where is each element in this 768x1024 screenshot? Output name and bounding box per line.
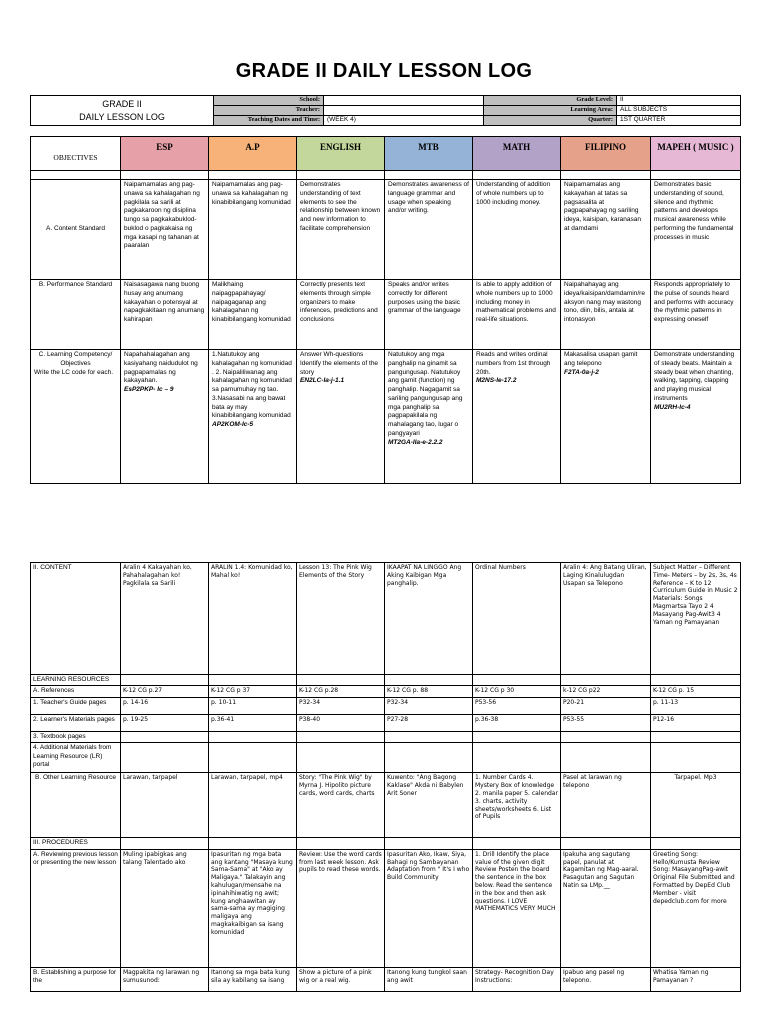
reference-cell: k-12 CG p22	[561, 686, 651, 697]
references-label: A. References	[31, 686, 121, 697]
content-table	[30, 562, 741, 992]
competency-label: C. Learning Competency/ Objectives	[38, 351, 113, 367]
performance-standard-cell: Speaks and/or writes correctly for different purposes using the basic grammar of the language	[385, 280, 473, 350]
performance-standard-cell: Naipahahayag ang ideya/kaisipan/damdamin/reaksyon nang may wastong tono, diin, bilis, antala at intonasyon	[561, 280, 651, 350]
tg-cell: P20-21	[561, 697, 651, 714]
review-cell: Ipasuritan Ako, Ikaw, Siya, Bahagi ng Sambayanan Adaptation from " It's I who Build Community	[385, 849, 473, 967]
performance-standard-cell: Is able to apply addition of whole numbers up to 1000 including money in mathematical problems and real-life situations.	[473, 280, 561, 350]
other-resource-cell: Tarpapel. Mp3	[651, 773, 741, 838]
lm-cell: p. 19-25	[121, 714, 209, 731]
grade-title-cell	[31, 96, 214, 126]
content-cell: Lesson 13: The Pink Wig Elements of the Story	[297, 563, 385, 675]
competency-code: MU2RH-Ic-4	[654, 403, 691, 411]
other-resource-cell: Larawan, tarpapel	[121, 773, 209, 838]
school-label: School:	[214, 96, 324, 106]
review-cell: 1. Drill Identify the place value of the given digit Review Posten the board the sentence in the box below. Read the sentence in the box and then ask questions. I LOVE MATHEMATICS VERY MUCH	[473, 849, 561, 967]
teacher-value	[324, 106, 484, 116]
quarter-value: 1ST QUARTER	[617, 116, 741, 126]
competency-cell	[473, 350, 561, 484]
other-resources-label: B. Other Learning Resource	[31, 773, 121, 838]
content-cell: Subject Matter – Different Time- Meters – by 2s, 3s, 4s Reference – K to 12 Curriculum Guide in Music 2 Materials: Songs Magmartsa Tayo 2 4 Masayang Pag-Awit3 4 Yaman ng Pamayanan	[651, 563, 741, 675]
other-resource-cell: Story: "The Pink Wig" by Myrna J. Hipolito picture cards, word cards, charts	[297, 773, 385, 838]
subject-math: MATH	[473, 137, 561, 171]
log-label: DAILY LESSON LOG	[79, 111, 165, 122]
content-standard-cell: Demonstrates awareness of language grammar and usage when speaking and/or writing.	[385, 180, 473, 280]
purpose-cell: Magpakita ng larawan ng sumusunod:	[121, 967, 209, 991]
purpose-cell: Whatisa Yaman ng Pamayanan ?	[651, 967, 741, 991]
review-cell: Ipakuha ang sagutang papel, panulat at Kagamitan ng Mag-aaral. Pasagutan ang Sagutan Natin sa LMp.__	[561, 849, 651, 967]
competency-cell	[561, 350, 651, 484]
grade-label: GRADE II	[102, 98, 142, 109]
tg-cell: P32-34	[297, 697, 385, 714]
school-value	[324, 96, 484, 106]
review-cell: Review: Use the word cards from last week lesson. Ask pupils to read these words.	[297, 849, 385, 967]
review-cell: Muling ipabigkas ang talang Talentado ako	[121, 849, 209, 967]
textbook-label: 3. Textbook pages	[31, 731, 121, 742]
tg-cell: p. 14-16	[121, 697, 209, 714]
subject-mapeh: MAPEH ( MUSIC )	[651, 137, 741, 171]
competency-code: EN2LC-Ia-j-1.1	[300, 377, 345, 385]
performance-standard-cell: Responds appropriately to the pulse of sounds heard and performs with accuracy the rhythmic patterns in expressing oneself	[651, 280, 741, 350]
reference-cell: K-12 CG p 30	[473, 686, 561, 697]
competency-cell	[209, 350, 297, 484]
reference-cell: K-12 CG p. 88	[385, 686, 473, 697]
competency-code: MT2GA-IIa-e-2.2.2	[388, 438, 443, 446]
learning-resources-label: LEARNING RESOURCES	[31, 675, 121, 686]
lm-cell: p.36-38	[473, 714, 561, 731]
subject-ap: A.P	[209, 137, 297, 171]
other-resource-cell: Larawan, tarpapel, mp4	[209, 773, 297, 838]
other-resource-cell: Pasel at larawan ng telepono	[561, 773, 651, 838]
reference-cell: K-12 CG p.27	[121, 686, 209, 697]
competency-label-cell	[31, 350, 121, 484]
performance-standard-cell: Correctly presents text elements through simple organizers to make inferences, predictions and conclusions	[297, 280, 385, 350]
competency-text: Napahahalagahan ang kasiyahang naidudulot ng pagpapamalas ng kakayahan.	[124, 351, 198, 385]
tg-cell: p. 10-11	[209, 697, 297, 714]
dates-label: Teaching Dates and Time:	[214, 116, 324, 126]
competency-code: M2NS-Ie-17.2	[476, 377, 517, 385]
teachers-guide-label: 1. Teacher's Guide pages	[31, 697, 121, 714]
content-standard-cell: Naipamamalas ang pag-unawa sa kahalagahan ng kinabibilangang komunidad	[209, 180, 297, 280]
content-standard-cell: Demonstrates understanding of text elements to see the relationship between known and new information to facilitate comprehension	[297, 180, 385, 280]
learners-materials-label: 2. Learner's Materials pages	[31, 714, 121, 731]
performance-standard-label: B. Performance Standard	[31, 280, 121, 350]
competency-code: F2TA-0a-j-2	[564, 368, 599, 376]
competency-text: Answer Wh-questions Identify the elements of the story	[300, 351, 379, 376]
lr-portal-label: 4. Additional Materials from Learning Resource (LR) portal	[31, 743, 121, 773]
competency-cell	[385, 350, 473, 484]
teacher-label: Teacher:	[214, 106, 324, 116]
header-table	[30, 95, 741, 126]
grade-level-label: Grade Level:	[484, 96, 617, 106]
tg-cell: P53-56	[473, 697, 561, 714]
performance-standard-cell: Malikhaing naipagpapahayag/ naipagaganap ang kahalagahan ng kinabibilangang komunidad	[209, 280, 297, 350]
learning-area-label: Learning Area:	[484, 106, 617, 116]
reference-cell: K-12 CG p. 15	[651, 686, 741, 697]
content-cell: ARALIN 1.4: Komunidad ko, Mahal ko!	[209, 563, 297, 675]
learning-area-value: ALL SUBJECTS	[617, 106, 741, 116]
purpose-label: B. Establishing a purpose for the	[31, 967, 121, 991]
competency-code: EsP2PKP- Ic – 9	[124, 386, 174, 394]
subject-filipino: FILIPINO	[561, 137, 651, 171]
competency-text: 1.Natutukoy ang kahalagahan ng komunidad . 2. Naipaliliwanag ang kahalagahan ng komunidad sa pamumuhay ng tao. 3.Nasasabi na ang bawat bata ay may kinabibilangang komunidad	[212, 351, 292, 420]
quarter-label: Quarter:	[484, 116, 617, 126]
reference-cell: K-12 CG p.28	[297, 686, 385, 697]
lm-cell: P38-40	[297, 714, 385, 731]
other-resource-cell: Kuwento: "Ang Bagong Kaklase" Akda ni Babylen Arit Soner	[385, 773, 473, 838]
page-title: GRADE II DAILY LESSON LOG	[235, 60, 533, 82]
reference-cell: K-12 CG p 37	[209, 686, 297, 697]
procedures-label: III. PROCEDURES	[31, 838, 121, 849]
content-cell: Ordinal Numbers	[473, 563, 561, 675]
review-label: A. Reviewing previous lesson or presenting the new lesson	[31, 849, 121, 967]
performance-standard-cell: Naisasagawa nang buong husay ang anumang kakayahan o potensyal at napagkakitaan ng anumang kahirapan	[121, 280, 209, 350]
competency-note: Write the LC code for each.	[34, 368, 114, 376]
competency-cell	[651, 350, 741, 484]
competency-cell	[121, 350, 209, 484]
tg-cell: P32-34	[385, 697, 473, 714]
competency-text: Reads and writes ordinal numbers from 1st through 20th.	[476, 351, 551, 376]
content-cell: IKAAPAT NA LINGGO Ang Aking Kaibigan Mga panghalip.	[385, 563, 473, 675]
lm-cell: P12-16	[651, 714, 741, 731]
subject-english: ENGLISH	[297, 137, 385, 171]
tg-cell: p. 11-13	[651, 697, 741, 714]
other-resource-cell: 1. Number Cards 4. Mystery Box of knowledge 2. manila paper 5. calendar 3. charts, activity sheets/worksheets 6. List of Pupils	[473, 773, 561, 838]
competency-cell	[297, 350, 385, 484]
dates-value: (WEEK 4)	[324, 116, 484, 126]
purpose-cell: Itanong sa mga bata kung sila ay kabilang sa isang	[209, 967, 297, 991]
subject-esp: ESP	[121, 137, 209, 171]
purpose-cell: Show a picture of a pink wig or a real wig.	[297, 967, 385, 991]
lm-cell: P53-55	[561, 714, 651, 731]
purpose-cell: Itanong kung tungkol saan ang awit	[385, 967, 473, 991]
content-standard-cell: Understanding of addition of whole numbers up to 1000 including money.	[473, 180, 561, 280]
lm-cell: p.36-41	[209, 714, 297, 731]
content-cell: Aralin 4: Ang Batang Uliran, Laging Kinalulugdan Usapan sa Telepono	[561, 563, 651, 675]
content-standard-label: A. Content Standard	[31, 180, 121, 280]
objectives-label: OBJECTIVES	[31, 137, 121, 171]
content-standard-cell: Naipamamalas ang pag-unawa sa kahalagahan ng pagkilala sa sarili at pagkakaroon ng disiplina tungo sa pagkakabuklod-buklod o pagkakaisa ng mga kasapi ng tahanan at paaralan	[121, 180, 209, 280]
purpose-cell: Strategy- Recognition Day Instructions:	[473, 967, 561, 991]
lm-cell: P27-28	[385, 714, 473, 731]
content-standard-cell: Demonstrates basic understanding of sound, silence and rhythmic patterns and develops musical awareness while performing the fundamental processes in music	[651, 180, 741, 280]
objectives-table	[30, 136, 741, 484]
competency-text: Makasalisa usapan gamit ang telepono	[564, 351, 638, 367]
review-cell: Greeting Song: Hello/Kumusta Review Song: MasayangPag-awit Original File Submitted and Formatted by DepEd Club Member - visit depedclub.com for more	[651, 849, 741, 967]
review-cell: Ipasuritan ng mga bata ang kantang "Masaya kung Sama-Sama" at "Ako ay Maligaya." Talakayin ang kahulugan/mensahe na ipinahihiwatig ng awit; kung anghaawitan ay sama-sama ay magiging maligaya ang magkakaibigan sa isang komunidad	[209, 849, 297, 967]
content-label: II. CONTENT	[31, 563, 121, 675]
competency-code: AP2KOM-Ic-5	[212, 421, 254, 429]
competency-text: Demonstrate understanding of steady beats. Maintain a steady beat when chanting, walking, tapping, clapping and playing musical instruments	[654, 351, 735, 402]
competency-text: Natutukoy ang mga panghalip na ginamit sa pangungusap. Natutukoy ang gamit (function) ng panghalip. Nagagamit sa sariling pangungusap ang mga panghalip sa pagpapakilala ng mahalagang tao, lugar o pangyayari	[388, 351, 463, 437]
purpose-cell: Ipabuo ang pasel ng telepono.	[561, 967, 651, 991]
subject-mtb: MTB	[385, 137, 473, 171]
grade-level-value: II	[617, 96, 741, 106]
content-standard-cell: Naipamamalas ang kakayahan at tatas sa pagsasalita at pagpapahayag ng sariling ideya, kaisipan, karanasan at damdami	[561, 180, 651, 280]
content-cell: Aralin 4 Kakayahan ko, Pahahalagahan ko! Pagkilala sa Sarili	[121, 563, 209, 675]
